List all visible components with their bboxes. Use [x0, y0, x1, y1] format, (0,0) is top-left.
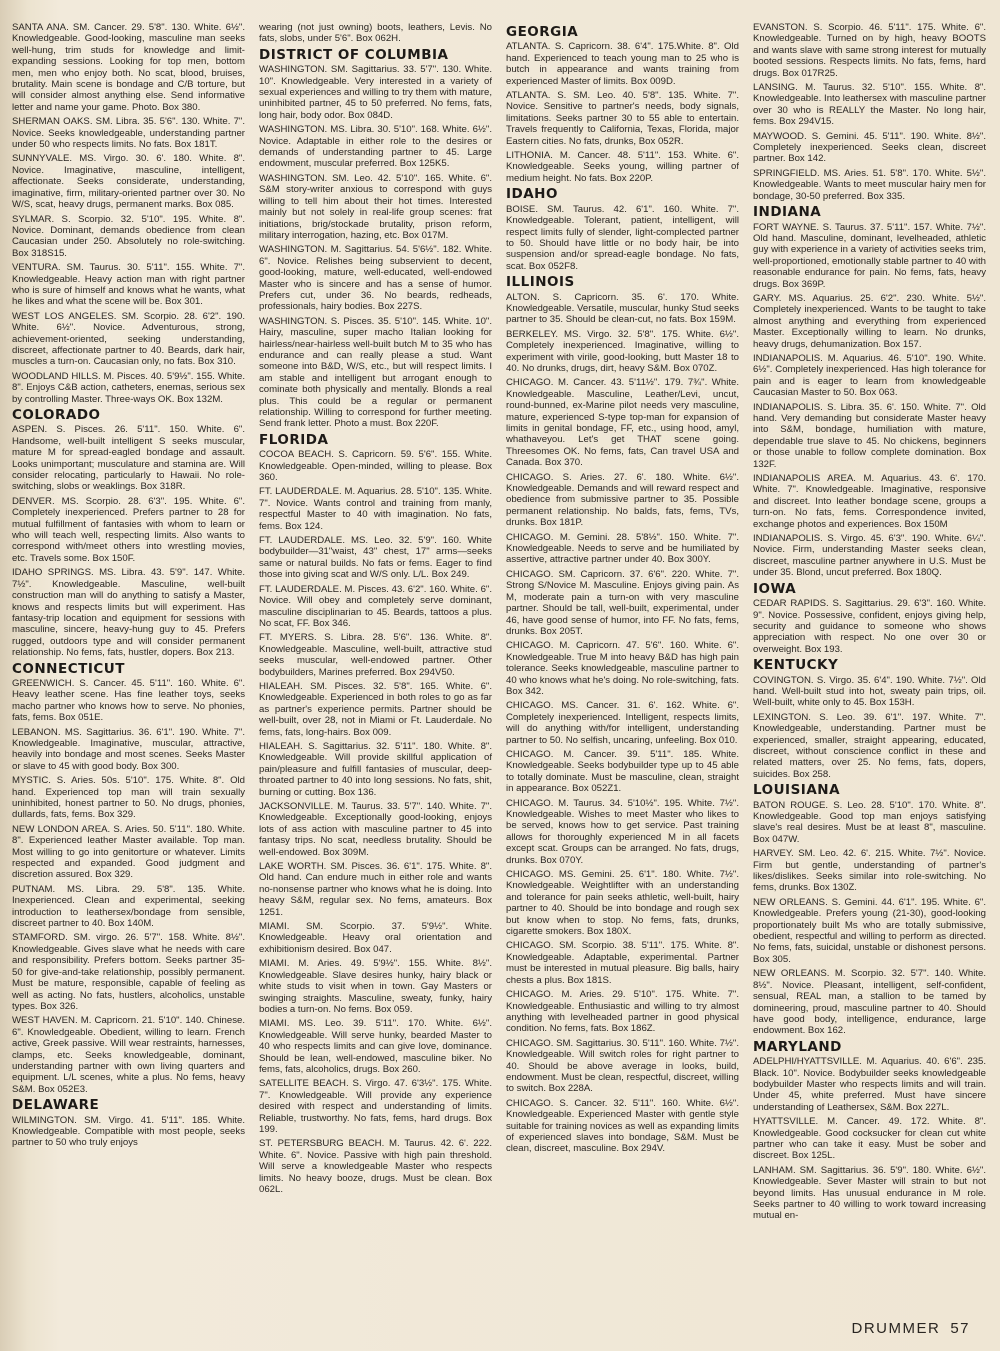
classified-ad: CHICAGO. SM. Sagittarius. 30. 5'11". 160. White. 7½". Knowledgeable. Will switch roles for right partner to 40. Should be above average in looks, build, endowment. Must be clean, respectful, discreet, willing to switch. Box 228A. — [506, 1037, 739, 1095]
classified-ad: WEST HAVEN. M. Capricorn. 21. 5'10". 140. Chinese. 6". Knowledgeable. Obedient, willing to learn. French active, Greek passive. Will wear restraints, harnesses, clamps, etc. Seeks knowledgeable, dominant, understanding partner with own living quarters and equipment. L/L scenes, white a plus. No fems, heavy S&M. Box 052E3. — [12, 1015, 245, 1095]
classified-ad: ALTON. S. Capricorn. 35. 6'. 170. White. Knowledgeable. Versatile, muscular, hunky Stud seeks partner to 35. Should be clean-cut, no fats. Box 159M. — [506, 291, 739, 326]
column-3 — [506, 22, 739, 1307]
classified-ad: CHICAGO. M. Gemini. 28. 5'8½". 150. White. 7". Knowledgeable. Needs to serve and be humiliated by assertive, attractive partner under 40. Box 300Y. — [506, 531, 739, 566]
classified-ad: CHICAGO. MS. Cancer. 31. 6'. 162. White. 6". Completely inexperienced. Intelligent, respects limits, will do anything with/for intelligent, understanding partner to 50. No selfish, uncaring, unfeeling. Box 010. — [506, 700, 739, 746]
state-heading: DISTRICT OF COLUMBIA — [259, 46, 449, 63]
classified-ad: INDIANAPOLIS. S. Virgo. 45. 6'3". 190. White. 6¼". Novice. Firm, understanding Master seeks clean, discreet, masculine partner anywhere in U.S. Must be under 35. Blond, uncut preferred. Box 180Q. — [753, 533, 986, 579]
classified-ad: INDIANAPOLIS. S. Libra. 35. 6'. 150. White. 7". Old hand. Very demanding but considerate Master heavy into S&M, bondage, humiliation with mature, dependable true slave to 45. No chickens, beginners or those unable to follow complete domination. Box 132F. — [753, 401, 986, 470]
classified-ad: MIAMI. M. Aries. 49. 5'9½". 155. White. 8½". Knowledgeable. Slave desires hunky, hairy black or white studs to visit when in town. Gay Masters or swinging straights. Masculine, sweaty, funky, hairy bodies a turn-on. No fems. Box 059. — [259, 958, 492, 1015]
classified-ad: WASHINGTON. SM. Leo. 42. 5'10". 165. White. 6". S&M story-writer anxious to correspond with guys willing to tell him about their hot times. Interested mainly but not solely in real-life group scenes: frat initiations, brig/stockade brutality, prison reform, military interrogation, hazing, etc. Box 017M. — [259, 172, 492, 241]
column-2 — [259, 22, 492, 1307]
classified-ad: GARY. MS. Aquarius. 25. 6'2". 230. White. 5½". Completely inexperienced. Wants to be taught to take almost anything and everything from experienced Master. Exceptionally willing to learn. No drunks, heavy drugs, dehumanization. Box 157. — [753, 292, 986, 350]
classified-ad: CHICAGO. M. Aries. 29. 5'10". 175. White. 7". Knowledgeable. Enthusiastic and willing to try almost anything with levelheaded partner in good physical condition. No fems, fats. Box 186Z. — [506, 989, 739, 1035]
classified-ad: CHICAGO. SM. Capricorn. 37. 6'6". 220. White. 7". Strong S/Novice M. Masculine. Enjoys giving pain. As M, moderate pain a turn-on with very masculine partner. Should be tall, well-built, experimental, under 46, have good sense of humor, into FF. No fats, fems, drunks. Box 205T. — [506, 568, 739, 637]
classified-ad: LAKE WORTH. SM. Pisces. 36. 6'1". 175. White. 8". Old hand. Can endure much in either role and wants no-nonsense partner who knows what he is doing. Into heavy S&M, regular sex. No fems, amateurs. Box 1251. — [259, 861, 492, 918]
classified-ad: LITHONIA. M. Cancer. 48. 5'11". 153. White. 6". Knowledgeable. Seeks young, willing partner of medium height. No fats. Box 220P. — [506, 150, 739, 184]
classified-ad: SUNNYVALE. MS. Virgo. 30. 6'. 180. White. 8". Novice. Imaginative, masculine, intelligent, affectionate. Seeks considerate, understanding, imaginative, firm, military-oriented partner over 30. No W/S, scat, heavy drugs, permanent marks. Box 085. — [12, 153, 245, 211]
state-heading: LOUISIANA — [753, 782, 841, 799]
classified-ad: COCOA BEACH. S. Capricorn. 59. 5'6". 155. White. Knowledgeable. Open-minded, willing to please. Box 360. — [259, 449, 492, 484]
classified-ad: MYSTIC. S. Aries. 50s. 5'10". 175. White. 8". Old hand. Experienced top man will train sexually uninhibited, honest partner to 50. No drugs, phonies, dullards, fats, fems. Box 329. — [12, 775, 245, 821]
classified-ad: PUTNAM. MS. Libra. 29. 5'8". 135. White. Inexperienced. Clean and experimental, seeking introduction to leathersex/bondage from sensible, discreet partner to 40. Box 140M. — [12, 883, 245, 930]
classified-ad: BOISE. SM. Taurus. 42. 6'1". 160. White. 7". Knowledgeable. Tolerant, patient, intelligent, will respect limits fully of slender, light-complected partner to 50. Should have little or no body hair, be into suspension and/or spread-eagle bondage. No fats, scat. Box 052F8. — [506, 203, 739, 272]
classified-ad: BERKELEY. MS. Virgo. 32. 5'8". 175. White. 6½". Completely inexperienced. Imaginative, willing to experiment with virile, good-looking, butt Master 18 to 40. No drunks, drugs, dirt, heavy S&M. Box 070Z. — [506, 328, 739, 374]
state-heading: IDAHO — [506, 186, 558, 203]
classified-ad: HYATTSVILLE. M. Cancer. 49. 172. White. 8". Knowledgeable. Good cocksucker for clean cut white partner who can take it easy. Must be sober and discreet. Box 125L. — [753, 1116, 986, 1162]
classified-ad: JACKSONVILLE. M. Taurus. 33. 5'7". 140. White. 7". Knowledgeable. Exceptionally good-looking, enjoys lots of ass action with masculine partner to 45 into fantasy trips. No scat, needless brutality. Should be well-endowed. Box 309M. — [259, 801, 492, 858]
classified-ad: HIALEAH. S. Sagittarius. 32. 5'11". 180. White. 8". Knowledgeable. Will provide skillful application of pain/pleasure and fulfill fantasies of muscular, deep-throated partner to 40 into long sessions. No fats, shit, burning or cutting. Box 136. — [259, 740, 492, 798]
page-footer — [851, 1320, 970, 1337]
classified-ad: WASHINGTON. SM. Sagittarius. 33. 5'7". 130. White. 10". Knowledgeable. Very interested in a variety of sexual experiences and willing to try them with mature, uninhibited partner, 45 to 50 preferred. No fems, fats, long hair, body odor. Box 084D. — [259, 64, 492, 121]
classified-ad: HARVEY. SM. Leo. 42. 6'. 215. White. 7½". Novice. Firm but gentle, understanding of partner's likes/dislikes. Seeks similar into role-switching. No fems, drunks. Box 130Z. — [753, 848, 986, 894]
state-heading: KENTUCKY — [753, 657, 839, 674]
state-heading: ILLINOIS — [506, 274, 575, 291]
state-heading: COLORADO — [12, 407, 101, 423]
magazine-name: DRUMMER — [851, 1320, 941, 1337]
state-heading: INDIANA — [753, 204, 822, 221]
classified-ad: CHICAGO. SM. Scorpio. 38. 5'11". 175. White. 8". Knowledgeable. Adaptable, experimental. Partner must be interested in mutual pleasure. Big balls, hairy chests a plus. Box 181S. — [506, 940, 739, 986]
classified-ad: HIALEAH. SM. Pisces. 32. 5'8". 165. White. 6". Knowledgeable. Experienced in both roles to go as far as partner's experience permits. Partner should be well-built, over 28, not in Miami or Ft. Lauderdale. No fems, fats, long-hairs. Box 009. — [259, 680, 492, 738]
classified-ad: CHICAGO. M. Taurus. 34. 5'10½". 195. White. 7½". Knowledgeable. Wishes to meet Master who likes to be served, knows how to get service. Past training allows for thoroughly experienced M in all facets except scat. Groups can be arranged. No fats, drugs, drunks. Box 070Y. — [506, 797, 739, 866]
classified-ad: FT. LAUDERDALE. MS. Leo. 32. 5'9". 160. White bodybuilder—31"waist, 43" chest, 17" arms—seeks same or natural builds. No fats or fems. Eager to find those into giving scat and W/S only. L/L. Box 249. — [259, 535, 492, 581]
classified-ad: MAYWOOD. S. Gemini. 45. 5'11". 190. White. 8½". Completely inexperienced. Seeks clean, discreet partner. Box 142. — [753, 130, 986, 165]
state-heading: IOWA — [753, 580, 797, 597]
state-heading: FLORIDA — [259, 431, 329, 448]
classified-ad: ADELPHI/HYATTSVILLE. M. Aquarius. 40. 6'6". 235. Black. 10". Novice. Bodybuilder seeks knowledgeable bodybuilder Master who respects limits and will train. Under 45, white preferred. Must have sincere understanding of Leathersex, S&M. Box 227L. — [753, 1056, 986, 1113]
classified-ad: WASHINGTON. M. Sagittarius. 54. 5'6½". 182. White. 6". Novice. Relishes being subservient to decent, good-looking, mature, well-educated, well-endowed Master who is sincere and has a sense of humor. Prefers cut, under 36. No beards, redheads, professionals, hairy bodies. Box 227S. — [259, 244, 492, 313]
classified-ad: WASHINGTON. S. Pisces. 35. 5'10". 145. White. 10". Hairy, masculine, super macho Italian looking for hairless/near-hairless well-built butch M to 35 who has endurance and can really please a stud. Want someone into B&D, W/S, etc., but will respect limits. I am stable and intelligent but arrogant enough to cominate both physically and mentally. Blonds a real plus. This could be a regular or permanent relationship. Willing to correspond for further meeting. Send frank letter. Photo a must. Box 220F. — [259, 315, 492, 430]
classified-ad: CHICAGO. M. Cancer. 39. 5'11". 185. White. Knowledgeable. Seeks bodybuilder type up to 45 able to totally dominate. Must be masculine, clean, straight in appearance. Box 052Z1. — [506, 748, 739, 795]
classified-ad: EVANSTON. S. Scorpio. 46. 5'11". 175. White. 6". Knowledgeable. Turned on by high, heavy BOOTS and wants slave with same strong interest for mutually booted sessions. Respects limits. No fats, fems, hard drugs. Box 017R25. — [753, 22, 986, 79]
state-heading: CONNECTICUT — [12, 660, 125, 677]
classified-ad: CEDAR RAPIDS. S. Sagittarius. 29. 6'3". 160. White. 9". Novice. Possessive, confident, enjoys giving help, security and guidance to someone who shows appreciation with respect. No one over 30 or overweight. Box 193. — [753, 598, 986, 655]
classified-ad: CHICAGO. MS. Gemini. 25. 6'1". 180. White. 7½". Knowledgeable. Weightlifter with an understanding and tolerance for pain seeks athletic, well-built, hairy partner to 40. Should be into bondage and rough sex but know when to stop. No fems, fats, drunks, cigarette smokers. Box 180X. — [506, 869, 739, 938]
classified-ad: VENTURA. SM. Taurus. 30. 5'11". 155. White. 7". Knowledgeable. Heavy action man with right partner who is sure of himself and knows what he wants, what he likes and what the scene will be. Box 301. — [12, 262, 245, 308]
classified-ad: ATLANTA. S. Capricorn. 38. 6'4". 175.White. 8". Old hand. Experienced to teach young man to 25 who is butch in appearance and wants training from experienced Master of limits. Box 009D. — [506, 41, 739, 87]
classified-ad: WILMINGTON. SM. Virgo. 41. 5'11". 185. White. Knowledgeable. Compatible with most people, seeks partner to 50 who truly enjoys — [12, 1114, 245, 1149]
classified-ad: WEST LOS ANGELES. SM. Scorpio. 28. 6'2". 190. White. 6½". Novice. Adventurous, strong, achievement-oriented, seeking understanding, discreet, affectionate partner to 40. Beards, dark hair, muscles a turn-on. Caucasian only, no fats. Box 310. — [12, 310, 245, 368]
classified-ad: SPRINGFIELD. MS. Aries. 51. 5'8". 170. White. 5½". Knowledgeable. Wants to meet muscular hairy men for bondage, 30-50 preferred. Box 335. — [753, 167, 986, 202]
classified-ad: WOODLAND HILLS. M. Pisces. 40. 5'9½". 155. White. 8". Enjoys C&B action, catheters, enemas, serious sex by controlling Master. Three-ways OK. Box 132M. — [12, 370, 245, 405]
classified-ad: INDIANAPOLIS AREA. M. Aquarius. 43. 6'. 170. White. 7". Knowledgeable. Imaginative, responsive and discreet. Into leather bondage scene, groups a turn-on. No fats, fems. Correspondence invited, exchange photos and experiences. Box 150M — [753, 473, 986, 530]
classified-ad: DENVER. MS. Scorpio. 28. 6'3". 195. White. 6". Completely inexperienced. Prefers partner to 28 for mutual fulfillment of fantasies with whom to learn or who will teach well, respecting limits. Also wants to correspond with/meet others into wrestling movies, etc. Travels some. Box 150F. — [12, 495, 245, 564]
classified-ad: IDAHO SPRINGS. MS. Libra. 43. 5'9". 147. White. 7½". Knowledgeable. Masculine, well-built construction man will do anything to satisfy a Master, knows and respects limits but will experiment. Has fantasy-trip location and equipment for sessions with masculine, sincere, heavy-hung guy to 45. Prefers rugged, outdoors type and will consider permanent relationship. No fems, fats, hustler, dopers. Box 213. — [12, 567, 245, 659]
classified-ad: INDIANAPOLIS. M. Aquarius. 46. 5'10". 190. White. 6½". Completely inexperienced. Has high tolerance for pain and is eager to learn from knowledgeable Caucasian Master to 50. Box 063. — [753, 352, 986, 399]
classified-ad: wearing (not just owning) boots, leathers, Levis. No fats, slobs, under 5'6". Box 062H. — [259, 22, 492, 45]
classified-ad: SANTA ANA. SM. Cancer. 29. 5'8". 130. White. 6½". Knowledgeable. Good-looking, masculine man seeks well-hung, trim studs for knowledge and limit-expanding sessions. Looking for top men, bottom men, men who enjoy both. No scat, blood, bruises, brutality. Main scene is bondage and C/B torture, but will consider almost anything else. Send informative letter and name your game. Photo. Box 380. — [12, 22, 245, 113]
classified-ad: ASPEN. S. Pisces. 26. 5'11". 150. White. 6". Handsome, well-built intelligent S seeks muscular, mature M for spread-eagled bondage and assault. Looks unimportant; musculature and stamina are. Will consider relocating, particularly to Hawaii. No role-switching, slobs or weaklings. Box 318R. — [12, 424, 245, 493]
classified-columns — [12, 22, 986, 1307]
classified-ad: FT. MYERS. S. Libra. 28. 5'6". 136. White. 8". Knowledgeable. Masculine, well-built, attractive stud seeks muscular, well-endowed partner. Other bodybuilders, Marines preferred. Box 294V50. — [259, 632, 492, 678]
classified-ad: BATON ROUGE. S. Leo. 28. 5'10". 170. White. 8". Knowledgeable. Good top man enjoys satisfying slave's real desires. Must be at least 8", masculine. Box 047W. — [753, 799, 986, 845]
classified-ad: MIAMI. MS. Leo. 39. 5'11". 170. White. 6½". Knowledgeable. Will serve hunky, bearded Master to 40 who respects limits and can give love, dominance. Should be lean, well-endowed, masculine biker. No fems, fats, alcoholics, drugs. Box 260. — [259, 1018, 492, 1075]
classified-ad: FT. LAUDERDALE. M. Pisces. 43. 6'2". 160. White. 6". Novice. Will obey and completely serve dominant, masculine disciplinarian to 45. Beards, tattoos a plus. No scat, FF. Box 346. — [259, 583, 492, 629]
classified-ad: CHICAGO. M. Capricorn. 47. 5'6". 160. White. 6". Knowledgeable. True M into heavy B&D has high pain tolerance. Seeks knowledgeable, masculine partner to 40 who knows what he's doing. No role-switching, fats. Box 342. — [506, 640, 739, 697]
classified-ad: ATLANTA. S. SM. Leo. 40. 5'8". 135. White. 7". Novice. Sensitive to partner's needs, body signals, limitations. Seeks partner 30 to 55 able to entertain. Travels frequently to California, Texas, Florida, major Eastern cities. No fats, drunks, Box 052R. — [506, 90, 739, 147]
classified-ad: FT. LAUDERDALE. M. Aquarius. 28. 5'10". 135. White. 7". Novice. Wants control and training from manly, respectful Master to 40 with imagination. No fats, fems. Box 124. — [259, 486, 492, 532]
state-heading: DELAWARE — [12, 1097, 100, 1114]
classified-ad: CHICAGO. M. Cancer. 43. 5'11½". 179. 7¾". White. Knowledgeable. Masculine, Leather/Levi, uncut, round-bunned, ex-Marine pilot needs very masculine, mature, experienced S-type top-man for expansion of limits in genital bondage, FF, etc., using hood, amyl, whathaveyou. Let's get THAT scene going. Threesomes OK. No fems, fats, Can travel USA and Canada. Box 370. — [506, 377, 739, 469]
state-heading: MARYLAND — [753, 1038, 842, 1055]
classified-ad: SHERMAN OAKS. SM. Libra. 35. 5'6". 130. White. 7". Novice. Seeks knowledgeable, understanding partner under 50 who respects limits. No fats. Box 181T. — [12, 116, 245, 151]
classified-ad: ST. PETERSBURG BEACH. M. Taurus. 42. 6'. 222. White. 6". Novice. Passive with high pain threshold. Will serve a knowledgeable Master who respects limits. No heavy booze, drugs. Must be clean. Box 062L. — [259, 1138, 492, 1195]
classified-ad: LANHAM. SM. Sagittarius. 36. 5'9". 180. White. 6½". Knowledgeable. Sever Master will strain to but not beyond limits. Has unusual endurance in M role. Seeks partner to 40 willing to work toward increasing mutual en- — [753, 1164, 986, 1222]
classified-ad: NEW LONDON AREA. S. Aries. 50. 5'11". 180. White. 8". Experienced leather Master available. Top man. Most willing to go into genitorture or whatever. Limits respected and expanded. Good judgment and discretion assured. Box 329. — [12, 823, 245, 881]
classified-ad: NEW ORLEANS. M. Scorpio. 32. 5'7". 140. White. 8½". Novice. Pleasant, intelligent, self-confident, sensual, REAL man, a stallion to be tamed by domineering, proud, masculine partner to 40. Should have good body, intelligence, endurance, large endowment. Box 162. — [753, 968, 986, 1037]
classified-ad: COVINGTON. S. Virgo. 35. 6'4". 190. White. 7½". Old hand. Well-built stud into hot, sweaty pain trips, oil. Well-built, white only to 45. Box 153H. — [753, 674, 986, 709]
classified-ad: STAMFORD. SM. virgo. 26. 5'7". 158. White. 8½". Knowledgeable. Gives slave what he needs with care and responsibility. Prefers bottom. Seeks partner 35-50 for give-and-take relationship, possibly permanent. Must be mature, responsible, capable of feeling as well as acting. No fats, hustlers, alcoholics, unstable types. Box 326. — [12, 932, 245, 1012]
classified-ad: MIAMI. SM. Scorpio. 37. 5'9½". White. Knowledgeable. Heavy oral orientation and exhibitionism desired. Box 047. — [259, 921, 492, 955]
classified-ad: FORT WAYNE. S. Taurus. 37. 5'11". 157. White. 7½". Old hand. Masculine, dominant, levelheaded, athletic guy with experience in a variety of activities seeks trim, well-proportioned, emotionally stable partner to 40 with reasonable endurance for pain. No fems, fats, heavy drugs. Box 369P. — [753, 221, 986, 290]
classified-ad: GREENWICH. S. Cancer. 45. 5'11". 160. White. 6". Heavy leather scene. Has fine leather toys, seeks macho partner who knows how to serve. No phonies, fats, fems. Box 051E. — [12, 677, 245, 724]
classified-ad: SATELLITE BEACH. S. Virgo. 47. 6'3½". 175. White. 7". Knowledgeable. Will provide any experience desired with respect and understanding of limits. Reliable, trustworthy. No fats, fems, hard drugs. Box 199. — [259, 1078, 492, 1135]
classified-ad: NEW ORLEANS. S. Gemini. 44. 6'1". 195. White. 6". Knowledgeable. Prefers young (21-30), good-looking proportionately built Ms who are totally submissive, obedient, respectful and willing to perform as directed. No fems, fats, suicidal, unstable or dishonest persons. Box 305. — [753, 896, 986, 965]
classified-ad: WASHINGTON. MS. Libra. 30. 5'10". 168. White. 6½". Novice. Adaptable in either role to the desires or demands of understanding partner to 45. Large endowment, muscular preferred. Box 125K5. — [259, 124, 492, 170]
page-number: 57 — [950, 1320, 970, 1337]
column-4 — [753, 22, 986, 1307]
classified-ad: LEBANON. MS. Sagittarius. 36. 6'1". 190. White. 7". Knowledgeable. Imaginative, muscular, attractive, heavily into bondage and most scenes. Seeks Master or slave to 45 with good body. Box 300. — [12, 726, 245, 772]
classified-ad: LEXINGTON. S. Leo. 39. 6'1". 197. White. 7". Knowledgeable, understanding. Partner must be experienced, smaller, straight appearing, educated, discreet, without conscience conflict in these and related matters, over 25. No fems, fats, dopers, suicides. Box 258. — [753, 711, 986, 780]
column-1 — [12, 22, 245, 1307]
classified-ad: CHICAGO. S. Cancer. 32. 5'11". 160. White. 6½". Knowledgeable. Experienced Master with gentle style suitable for training novices as well as expanding limits of experienced slaves into bondage, S&M. Must be clean, discreet, masculine. Box 294V. — [506, 1097, 739, 1155]
classified-ad: LANSING. M. Taurus. 32. 5'10". 155. White. 8". Knowledgeable. Into leathersex with masculine partner over 30 who is REALLY the Master. No long hair, fems. Box 294V15. — [753, 82, 986, 128]
classified-ad: SYLMAR. S. Scorpio. 32. 5'10". 195. White. 8". Novice. Dominant, demands obedience from clean Caucasian under 250. Absolutely no role-switching. Box 318S15. — [12, 213, 245, 259]
state-heading: GEORGIA — [506, 24, 579, 40]
classified-ad: CHICAGO. S. Aries. 27. 6'. 180. White. 6½". Knowledgeable. Demands and will reward respect and obedience from submissive partner to 35. Possible permanent relationship. No balds, fats, fems, TVs, drunks. Box 181P. — [506, 471, 739, 529]
